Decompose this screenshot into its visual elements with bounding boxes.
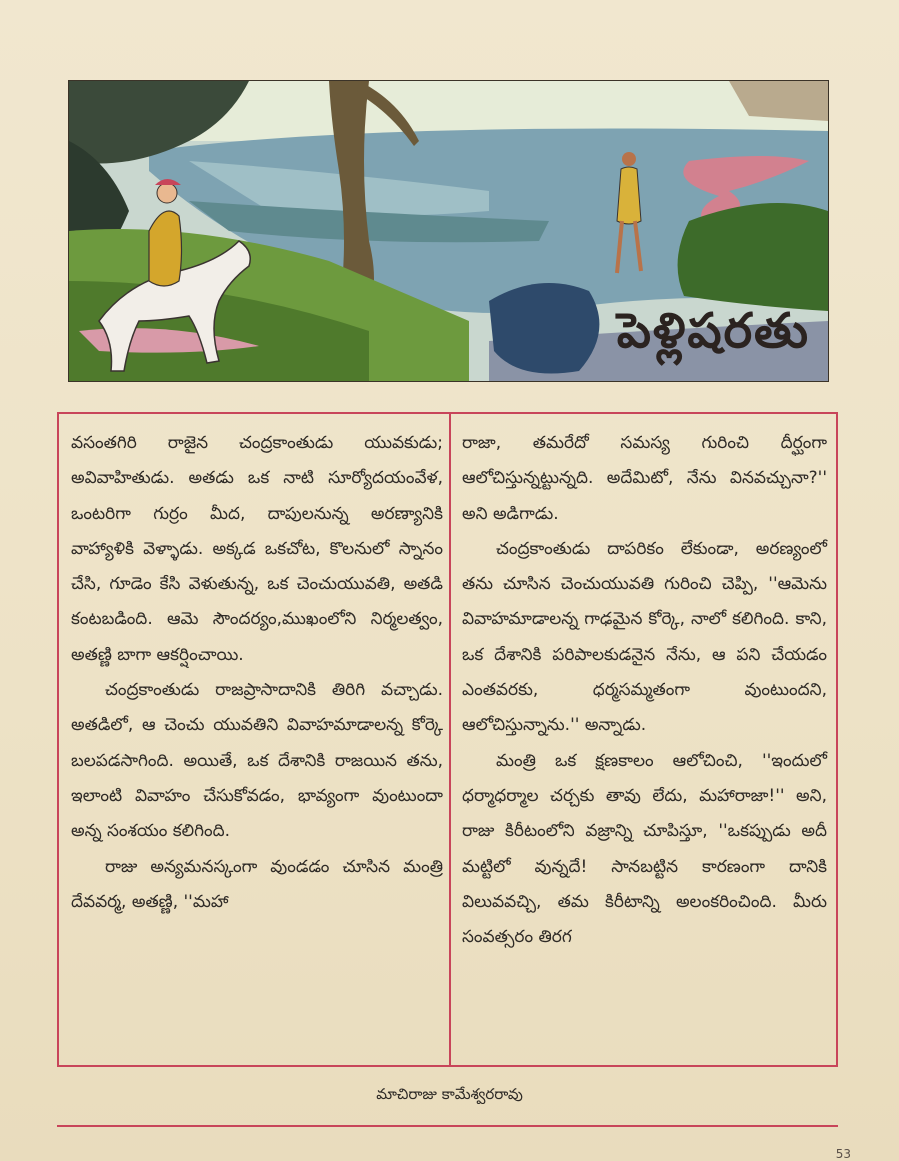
author-byline: మాచిరాజు కామేశ్వరరావు (376, 1085, 523, 1103)
paragraph: రాజా, తమరేదో సమస్య గురించి దీర్ఘంగా ఆలోచిస్తున్నట్టున్నది. అదేమిటో, నేను వినవచ్చునా?'' అని అడిగాడు. (462, 433, 827, 524)
paragraph: మంత్రి ఒక క్షణకాలం ఆలోచించి, ''ఇందులో ధర్మాధర్మాల చర్చకు తావు లేదు, మహారాజా!'' అని, రాజు కిరీటంలోని వజ్రాన్ని చూపిస్తూ, ''ఒకప్పుడు అదీ మట్టిలో వున్నదే! సానబట్టిన కారణంగా దానికి విలువవచ్చి, తమ కిరీటాన్ని అలంకరించింది. మీరు సంవత్సరం తిరగ (462, 750, 827, 948)
paragraph: చంద్రకాంతుడు రాజప్రాసాదానికి తిరిగి వచ్చాడు. అతడిలో, ఆ చెంచు యువతిని వివాహమాడాలన్న కోర్కె బలపడసాగింది. అయితే, ఒక దేశానికి రాజయిన తను, ఇలాంటి వివాహం చేసుకోవడం, భావ్యంగా వుంటుందా అన్న సంశయం కలిగింది. (71, 680, 443, 842)
bottom-rule (57, 1125, 838, 1127)
column-divider (449, 414, 451, 1065)
page-number: 53 (835, 1147, 851, 1161)
story-illustration (68, 80, 829, 382)
story-text-frame (57, 412, 838, 1067)
paragraph: చంద్రకాంతుడు దాపరికం లేకుండా, అరణ్యంలో తను చూసిన చెంచుయువతి గురించి చెప్పి, ''ఆమెను వివాహమాడాలన్న గాఢమైన కోర్కె, నాలో కలిగింది. కాని, ఒక దేశానికి పరిపాలకుడనైన నేను, ఆ పని చేయడం ఎంతవరకు, ధర్మసమ్మతంగా వుంటుందని, ఆలోచిస్తున్నాను.'' అన్నాడు. (462, 538, 827, 736)
paragraph: రాజు అన్యమనస్కంగా వుండడం చూసిన మంత్రి దేవవర్మ, అతణ్ణి, ''మహా (71, 856, 443, 912)
text-column-left (71, 426, 443, 920)
text-column-right (462, 426, 827, 955)
story-title: పెళ్లిషరతు (616, 303, 810, 359)
paragraph: వసంతగిరి రాజైన చంద్రకాంతుడు యువకుడు; అవివాహితుడు. అతడు ఒక నాటి సూర్యోదయంవేళ, ఒంటరిగా గుర్రం మీద, దాపులనున్న అరణ్యానికి వాహ్యాళికి వెళ్ళాడు. అక్కడ ఒకచోట, కొలనులో స్నానం చేసి, గూడెం కేసి వెళుతున్న, ఒక చెంచుయువతి, అతడి కంటబడింది. ఆమె సౌందర్యం,ముఖంలోని నిర్మలత్వం, అతణ్ణి బాగా ఆకర్షించాయి. (71, 433, 443, 665)
